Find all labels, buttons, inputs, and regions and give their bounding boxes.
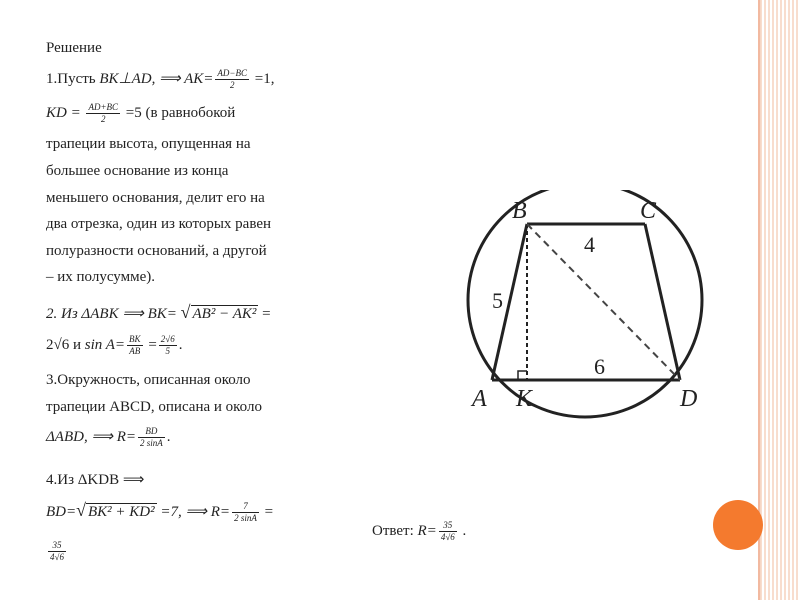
length-bc-label: 4: [584, 232, 595, 257]
step1-line4: большее основание из конца: [46, 163, 229, 179]
vertex-k-label: K: [516, 386, 533, 412]
trapezoid-diagram: [460, 190, 730, 420]
frac-denominator: 4√6: [50, 552, 64, 562]
decorative-orange-dot: [713, 500, 763, 550]
step3-suffix: .: [166, 428, 171, 445]
step1-line3: трапеции высота, опущенная на: [46, 136, 251, 152]
answer-expr: R=: [417, 522, 437, 539]
step4-result-frac: [48, 540, 66, 563]
step3-frac: [138, 426, 165, 449]
frac-denominator: 2 sinA: [234, 513, 257, 524]
step2-frac1: [127, 334, 143, 357]
step1-kd-suffix: =5 (в равнобокой: [122, 104, 236, 121]
frac-denominator: AB: [129, 346, 141, 356]
slide-frame-stripes: [760, 0, 800, 600]
step2-eq: =: [144, 336, 157, 353]
step2-sin-expr: sin A=: [84, 336, 126, 353]
step2-sqrt: AB² − AK²: [192, 306, 257, 322]
vertex-a-label: A: [472, 386, 487, 412]
frac-numerator: AD−BC: [217, 68, 247, 78]
frac-numerator: 2√6: [160, 334, 175, 344]
step1-frac: [215, 68, 249, 91]
step1-line7: полуразности оснований, а другой: [46, 243, 267, 259]
step1-kd-frac: [86, 102, 120, 125]
frac-denominator: 4√6: [440, 532, 455, 542]
vertex-c-label: C: [640, 198, 657, 224]
frac-numerator: 7: [232, 501, 259, 513]
vertex-d-label: D: [680, 386, 698, 412]
step1-expr: BK⊥AD, ⟹ AK=: [99, 70, 214, 87]
frac-numerator: 35: [48, 540, 66, 552]
step4-prefix: BD=: [46, 504, 77, 520]
step4-sqrt: BK² + KD²: [88, 504, 155, 520]
step2-suffix2: .: [178, 336, 183, 353]
answer-line: [372, 520, 466, 543]
step1-prefix: 1.Пусть: [46, 70, 100, 87]
step3-line3: [46, 426, 171, 449]
frac-denominator: 5: [165, 346, 170, 356]
frac-denominator: 2 sinA: [140, 438, 163, 448]
length-ab-label: 5: [492, 288, 503, 313]
step2-suffix: =: [258, 306, 271, 322]
frac-denominator: 2: [229, 80, 235, 90]
step2-prefix: 2. Из ΔABK ⟹ BK=: [46, 306, 181, 322]
step1-line6: два отрезка, один из которых равен: [46, 216, 272, 232]
step2-line1: 2. Из ΔABK ⟹ BK= √ AB² − AK² =: [46, 302, 271, 322]
step4-line2: BD=√ BK² + KD² =7, ⟹ R= $\frac{7}{2 \sin A}$ =: [46, 500, 274, 524]
step1-line1: [46, 68, 274, 91]
step3-line1: 3.Окружность, описанная около: [46, 372, 251, 388]
solution-title: Решение: [46, 40, 102, 56]
step4-line3: [46, 540, 68, 563]
step4-line1: 4.Из ΔKDB ⟹: [46, 472, 145, 488]
step4-frac: [232, 501, 259, 524]
step4-mid: =7, ⟹ R=: [156, 504, 231, 520]
answer-suffix: .: [458, 522, 467, 539]
step3-prefix: ΔABD, ⟹ R=: [46, 428, 136, 445]
side-cd: [645, 224, 680, 380]
frac-numerator: BD: [138, 426, 165, 438]
frac-numerator: 35: [439, 520, 457, 532]
step3-line2: трапеции ABCD, описана и около: [46, 399, 262, 415]
step1-kd-expr: KD =: [46, 104, 85, 121]
answer-frac: [439, 520, 457, 543]
frac-denominator: 2: [101, 114, 106, 124]
frac-numerator: BK: [129, 334, 141, 344]
step1-line2: [46, 102, 235, 125]
length-ad-label: 6: [594, 354, 605, 379]
step2-line2: [46, 334, 182, 357]
step4-suffix: =: [260, 504, 274, 520]
step2-frac2: [159, 334, 177, 357]
vertex-b-label: B: [512, 198, 527, 224]
step1-line8: – их полусумме).: [46, 269, 155, 285]
step1-line5: меньшего основания, делит его на: [46, 190, 265, 206]
step1-suffix: =1,: [250, 70, 275, 87]
answer-label: Ответ:: [372, 522, 418, 539]
frac-numerator: AD+BC: [88, 102, 119, 112]
step2-bk-value: 2√6 и: [46, 336, 85, 353]
